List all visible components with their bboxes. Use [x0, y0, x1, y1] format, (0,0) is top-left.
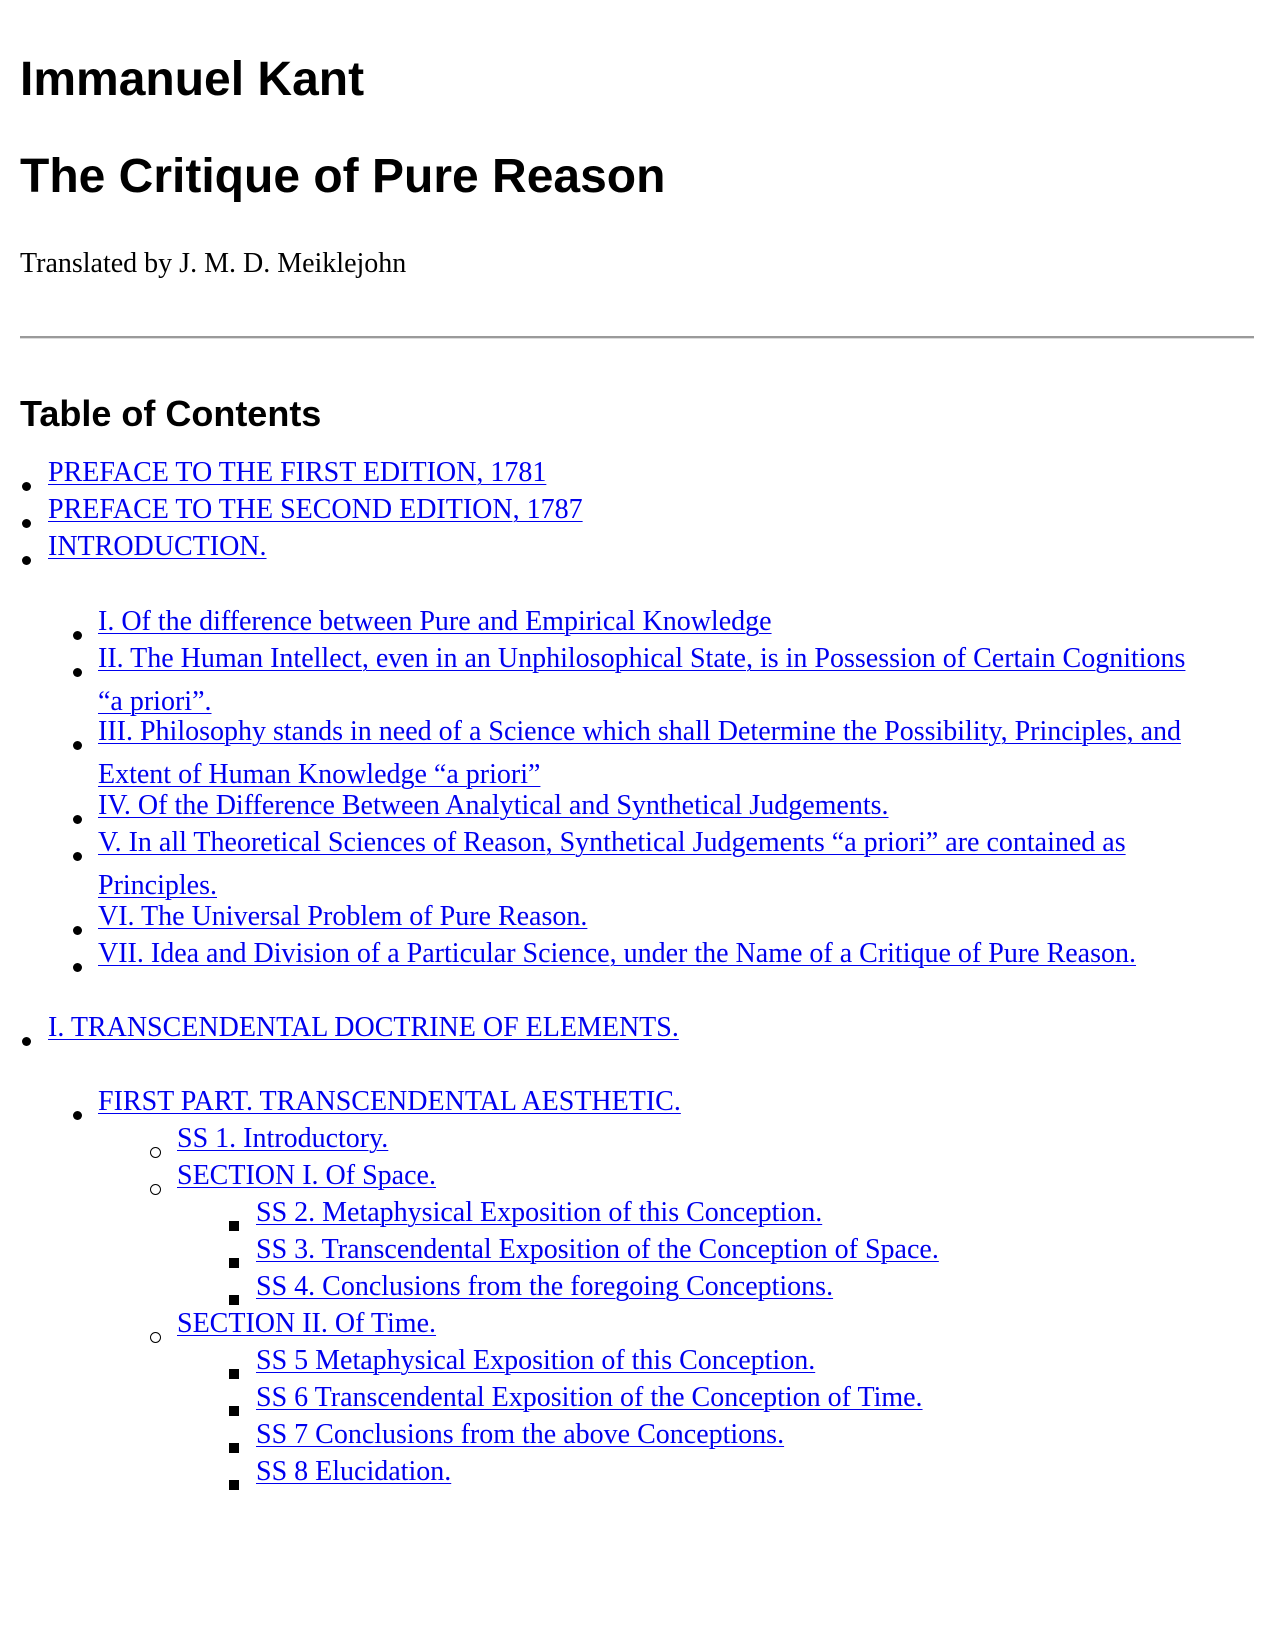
toc-link-intro-7[interactable]: VII. Idea and Division of a Particular Science, under the Name of a Critique of Pure Reason. [98, 938, 1136, 969]
toc-link-doctrine[interactable]: I. TRANSCENDENTAL DOCTRINE OF ELEMENTS. [48, 1012, 679, 1043]
toc-item-doctrine [48, 1008, 679, 1051]
disc-bullet-icon [73, 815, 82, 824]
toc-link-ss7[interactable]: SS 7 Conclusions from the above Conceptions. [256, 1419, 785, 1450]
disc-bullet-icon [22, 482, 31, 491]
toc-link-ss4[interactable]: SS 4. Conclusions from the foregoing Conceptions. [256, 1271, 834, 1302]
toc-link-ss6[interactable]: SS 6 Transcendental Exposition of the Conception of Time. [256, 1382, 923, 1413]
disc-bullet-icon [22, 519, 31, 528]
disc-bullet-icon [73, 631, 82, 640]
disc-bullet-icon [73, 852, 82, 861]
toc-link-ss8[interactable]: SS 8 Elucidation. [256, 1456, 452, 1487]
toc-link-ss1[interactable]: SS 1. Introductory. [177, 1123, 389, 1154]
toc-link-intro-6[interactable]: VI. The Universal Problem of Pure Reason. [98, 901, 588, 932]
circle-bullet-icon [150, 1332, 161, 1343]
toc-item-ss8 [256, 1452, 451, 1495]
horizontal-rule [20, 336, 1254, 339]
toc-link-intro-5[interactable]: V. In all Theoretical Sciences of Reason, Synthetical Judgements “a priori” are contained as Principles. [98, 827, 1126, 901]
disc-bullet-icon [73, 926, 82, 935]
author-heading: Immanuel Kant [20, 53, 365, 106]
square-bullet-icon [229, 1406, 239, 1416]
toc-item-intro-7 [98, 934, 1228, 977]
circle-bullet-icon [150, 1184, 161, 1195]
toc-item-introduction [48, 527, 267, 570]
disc-bullet-icon [73, 1111, 82, 1120]
toc-link-ss2[interactable]: SS 2. Metaphysical Exposition of this Conception. [256, 1197, 823, 1228]
disc-bullet-icon [73, 963, 82, 972]
toc-link-intro-4[interactable]: IV. Of the Difference Between Analytical and Synthetical Judgements. [98, 790, 889, 821]
square-bullet-icon [229, 1443, 239, 1453]
disc-bullet-icon [73, 668, 82, 677]
toc-link-section-time[interactable]: SECTION II. Of Time. [177, 1308, 437, 1339]
book-title-heading: The Critique of Pure Reason [20, 150, 666, 203]
circle-bullet-icon [150, 1147, 161, 1158]
toc-link-preface-first[interactable]: PREFACE TO THE FIRST EDITION, 1781 [48, 457, 547, 488]
toc-link-intro-1[interactable]: I. Of the difference between Pure and Empirical Knowledge [98, 606, 772, 637]
disc-bullet-icon [73, 741, 82, 750]
toc-heading: Table of Contents [20, 393, 322, 434]
toc-link-introduction[interactable]: INTRODUCTION. [48, 531, 267, 562]
square-bullet-icon [229, 1369, 239, 1379]
toc-link-section-space[interactable]: SECTION I. Of Space. [177, 1160, 436, 1191]
toc-link-ss5[interactable]: SS 5 Metaphysical Exposition of this Conception. [256, 1345, 816, 1376]
square-bullet-icon [229, 1258, 239, 1268]
square-bullet-icon [229, 1221, 239, 1231]
disc-bullet-icon [22, 1037, 31, 1046]
toc-link-preface-second[interactable]: PREFACE TO THE SECOND EDITION, 1787 [48, 494, 583, 525]
toc-link-first-part[interactable]: FIRST PART. TRANSCENDENTAL AESTHETIC. [98, 1086, 681, 1117]
toc-link-intro-3[interactable]: III. Philosophy stands in need of a Science which shall Determine the Possibility, Principles, and Extent of Human Knowledge “a priori” [98, 716, 1181, 790]
translator-byline: Translated by J. M. D. Meiklejohn [20, 248, 407, 279]
square-bullet-icon [229, 1480, 239, 1490]
toc-link-ss3[interactable]: SS 3. Transcendental Exposition of the Conception of Space. [256, 1234, 939, 1265]
toc-link-intro-2[interactable]: II. The Human Intellect, even in an Unphilosophical State, is in Possession of Certain Cognitions “a priori”. [98, 643, 1186, 717]
disc-bullet-icon [22, 556, 31, 565]
